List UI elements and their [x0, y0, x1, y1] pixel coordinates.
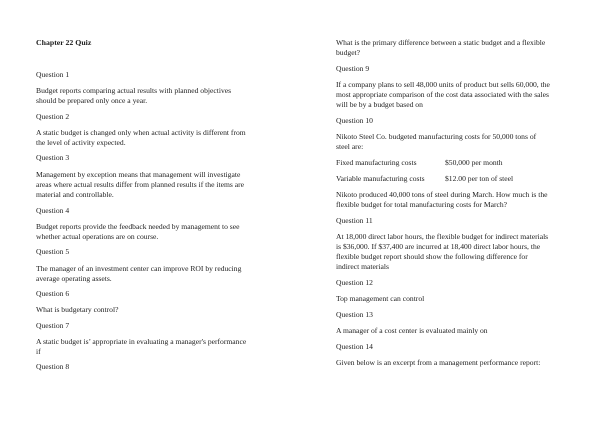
question-13-text-line-1: A manager of a cost center is evaluated mainly on	[336, 326, 488, 335]
question-2-text-line-2: the level of activity expected.	[36, 138, 126, 147]
question-5-label: Question 5	[36, 247, 70, 256]
question-14-label: Question 14	[336, 342, 373, 351]
question-4-text-line-1: Budget reports provide the feedback needed by management to see	[36, 222, 240, 231]
question-5-text-line-2: average operating assets.	[36, 274, 112, 283]
question-10-text-line-4: flexible budget for total manufacturing costs for March?	[336, 200, 508, 209]
question-3-text-line-2: areas where actual results differ from planned results if the items are	[36, 180, 244, 189]
question-11-text-line-4: indirect materials	[336, 262, 389, 271]
question-1-label: Question 1	[36, 70, 70, 79]
question-10-text-line-1: Nikoto Steel Co. budgeted manufacturing costs for 50,000 tons of	[336, 132, 537, 141]
question-5-text-line-1: The manager of an investment center can improve ROI by reducing	[36, 264, 242, 273]
question-4-text-line-2: whether actual operations are on course.	[36, 232, 159, 241]
question-12-text-line-1: Top management can control	[336, 294, 425, 303]
question-1-text-line-1: Budget reports comparing actual results with planned objectives	[36, 86, 232, 95]
question-7-text-line-2: if	[36, 347, 41, 356]
question-10-text-line-3: Nikoto produced 40,000 tons of steel during March. How much is the	[336, 190, 548, 199]
question-10-text-line-2: steel are:	[336, 142, 364, 151]
question-8-label: Question 8	[36, 362, 70, 371]
variable-costs-value: $12.00 per ton of steel	[445, 174, 514, 183]
question-6-text-line-1: What is budgetary control?	[36, 305, 119, 314]
question-4-label: Question 4	[36, 206, 70, 215]
question-7-text-line-1: A static budget is’ appropriate in evaluating a manager's performance	[36, 337, 247, 346]
question-8-text-line-1: What is the primary difference between a static budget and a flexible	[336, 38, 546, 47]
question-11-text-line-2: is $36,000. If $37,400 are incurred at 18,400 direct labor hours, the	[336, 242, 541, 251]
question-12-label: Question 12	[336, 278, 373, 287]
question-9-text-line-2: most appropriate comparison of the cost data associated with the sales	[336, 90, 549, 99]
question-7-label: Question 7	[36, 321, 70, 330]
question-11-text-line-3: flexible budget report should show the following difference for	[336, 252, 528, 261]
question-14-text-line-1: Given below is an excerpt from a management performance report:	[336, 358, 541, 367]
question-9-text-line-1: If a company plans to sell 48,000 units of product but sells 60,000, the	[336, 80, 550, 89]
fixed-costs-value: $50,000 per month	[445, 158, 503, 167]
question-8-text-line-2: budget?	[336, 48, 361, 57]
fixed-costs-label: Fixed manufacturing costs	[336, 158, 417, 167]
question-6-label: Question 6	[36, 289, 70, 298]
question-2-text-line-1: A static budget is changed only when actual activity is different from	[36, 128, 246, 137]
question-2-label: Question 2	[36, 112, 70, 121]
variable-costs-label: Variable manufacturing costs	[336, 174, 425, 183]
question-13-label: Question 13	[336, 310, 373, 319]
page-title: Chapter 22 Quiz	[36, 38, 92, 47]
question-11-label: Question 11	[336, 216, 373, 225]
question-9-label: Question 9	[336, 64, 370, 73]
question-11-text-line-1: At 18,000 direct labor hours, the flexible budget for indirect materials	[336, 232, 549, 241]
question-10-label: Question 10	[336, 116, 373, 125]
question-3-text-line-1: Management by exception means that management will investigate	[36, 170, 241, 179]
question-3-label: Question 3	[36, 153, 70, 162]
question-9-text-line-3: will be by a budget based on	[336, 100, 423, 109]
question-1-text-line-2: should be prepared only once a year.	[36, 96, 148, 105]
question-3-text-line-3: material and controllable.	[36, 190, 114, 199]
